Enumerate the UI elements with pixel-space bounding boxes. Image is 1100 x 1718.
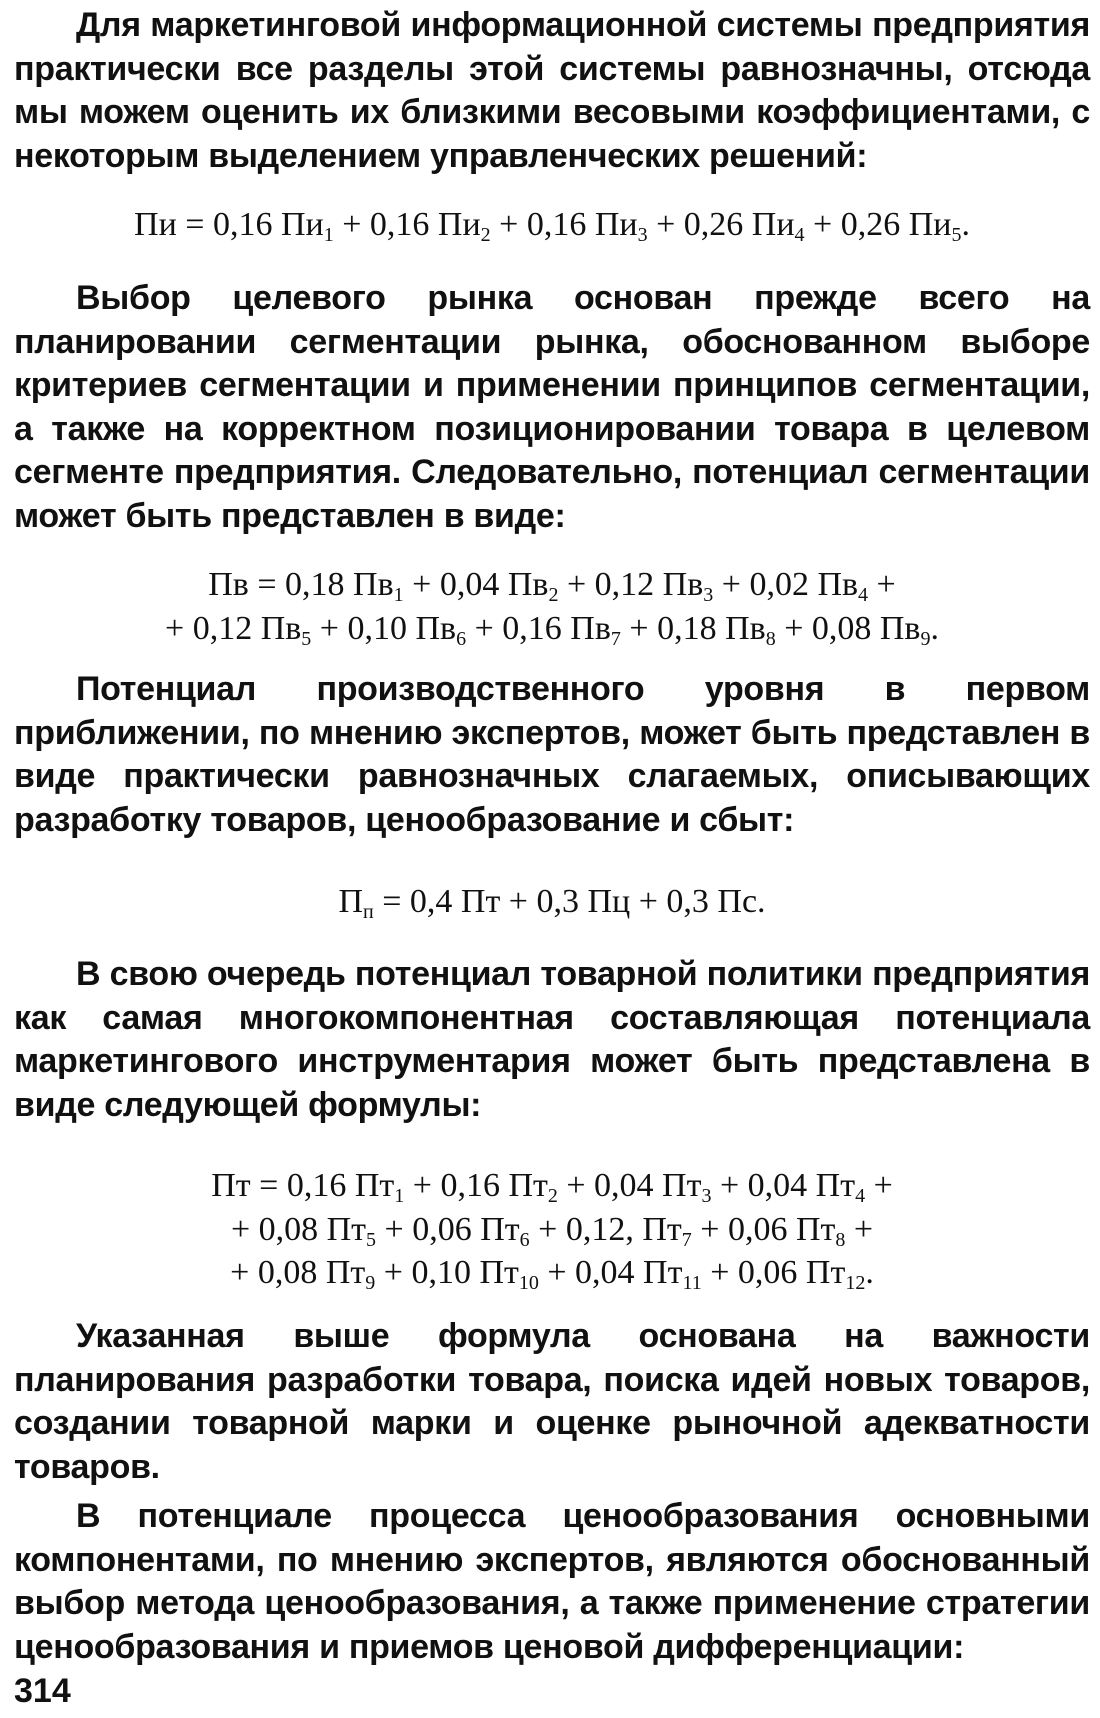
formula-coefficient: 0,12, <box>565 1210 634 1248</box>
formula-coefficient: 0,04 <box>747 1167 808 1204</box>
formula-operator: + <box>165 609 193 647</box>
formula-coefficient: 0,16 <box>286 1167 347 1204</box>
formula-coefficient: 0,08 <box>257 1254 318 1291</box>
formula-term <box>813 206 970 246</box>
formula-operator: + <box>656 206 684 243</box>
formula-subscript: 6 <box>456 627 467 650</box>
formula-term <box>629 609 776 650</box>
formula-subscript: 7 <box>610 627 621 650</box>
formula-operator: + <box>412 1167 441 1204</box>
formula-equals: = <box>176 206 213 243</box>
formula-subscript: 8 <box>765 627 776 650</box>
formula-symbol: Пт <box>642 1210 682 1248</box>
formula-term <box>319 609 467 650</box>
formula-coefficient: 0,08 <box>811 609 872 647</box>
formula-term <box>165 609 312 650</box>
formula-term <box>499 206 648 246</box>
formula-subscript: 3 <box>701 1185 712 1207</box>
formula-rhs: 0,4 Пт + 0,3 Пц + 0,3 Пс. <box>409 883 766 920</box>
formula-subscript: 2 <box>547 1185 558 1207</box>
formula-operator: + <box>230 1210 259 1248</box>
formula-term <box>230 1254 376 1294</box>
formula-subscript: 1 <box>393 584 404 606</box>
formula-subscript: 2 <box>480 224 491 246</box>
formula-trailer: + <box>845 1210 874 1248</box>
formula-term <box>721 566 896 606</box>
formula-operator: + <box>721 566 750 603</box>
formula-term <box>285 566 404 606</box>
formula-term <box>383 1254 539 1294</box>
formula-operator: + <box>412 566 440 603</box>
formula-symbol: Пв <box>507 566 549 603</box>
formula-symbol: Пт <box>815 1167 856 1204</box>
formula-symbol: Пи <box>437 206 481 243</box>
formula-operator: + <box>784 609 812 647</box>
formula-symbol: Пт <box>326 1210 367 1248</box>
formula-coefficient: 0,26 <box>840 206 901 243</box>
formula-symbol: Пв <box>662 566 704 603</box>
formula-equals: = <box>250 1167 287 1204</box>
formula-symbol: Пт <box>508 1167 548 1204</box>
formula-coefficient: 0,16 <box>526 206 587 243</box>
formula-operator: + <box>700 1210 728 1248</box>
formula-operator: + <box>710 1254 738 1291</box>
formula-pt <box>14 1164 1090 1295</box>
formula-operator: + <box>342 206 370 243</box>
formula-symbol: Пи <box>751 206 795 243</box>
formula-operator: + <box>538 1210 566 1248</box>
formula-coefficient: 0,06 <box>412 1210 472 1248</box>
paragraph-formula-basis: Указанная выше формула основана на важности планирования разработки товара, поиска идей новых товаров, создании товарной марки и оценке рыночной адекватности товаров. <box>14 1317 1090 1486</box>
formula-coefficient: 0,04 <box>439 566 500 603</box>
paragraph-marketing-info-system: Для маркетинговой информационной системы предприятия практически все разделы этой системы равнозначны, отсюда мы можем оценить их близкими весовыми коэффициентами, с некоторым выделением управленческих решений: <box>14 6 1090 175</box>
formula-subscript: 5 <box>366 1228 377 1251</box>
formula-trailer: + <box>865 1167 893 1204</box>
formula-subscript: 4 <box>855 1185 866 1207</box>
formula-term <box>566 1167 712 1207</box>
formula-term <box>474 609 621 650</box>
formula-pp <box>14 880 1090 924</box>
formula-lhs: Пт <box>211 1167 251 1204</box>
formula-lhs: Пв <box>208 566 249 603</box>
formula-operator: + <box>566 566 595 603</box>
formula-coefficient: 0,08 <box>258 1210 319 1248</box>
formula-coefficient: 0,06 <box>727 1210 788 1248</box>
formula-term <box>566 566 714 606</box>
formula-coefficient: 0,04 <box>594 1167 654 1204</box>
formula-coefficient: 0,06 <box>737 1254 798 1291</box>
formula-coefficient: 0,10 <box>347 609 407 647</box>
formula-line <box>14 1208 1090 1252</box>
formula-symbol: Пи <box>594 206 638 243</box>
formula-subscript: 9 <box>920 627 931 650</box>
formula-subscript: 3 <box>703 584 714 606</box>
formula-symbol: Пи <box>908 206 952 243</box>
formula-operator: + <box>319 609 348 647</box>
formula-term <box>538 1210 692 1251</box>
formula-equals: = <box>248 566 286 603</box>
formula-symbol: Пт <box>795 1210 836 1248</box>
formula-subscript: 2 <box>548 584 559 606</box>
formula-subscript: 4 <box>858 584 869 606</box>
formula-subscript: 7 <box>681 1228 692 1251</box>
formula-coefficient: 0,10 <box>411 1254 471 1291</box>
formula-symbol: Пв <box>260 609 302 647</box>
formula-line <box>14 1251 1090 1295</box>
formula-subscript: 4 <box>794 224 805 246</box>
formula-coefficient: 0,02 <box>749 566 809 603</box>
formula-operator: + <box>547 1254 576 1291</box>
formula-symbol: Пт <box>480 1210 520 1248</box>
formula-term <box>342 206 491 246</box>
formula-subscript: 11 <box>682 1272 702 1294</box>
formula-operator: + <box>230 1254 258 1291</box>
formula-symbol: Пв <box>415 609 457 647</box>
formula-subscript: 6 <box>519 1228 530 1251</box>
formula-lhs: П <box>338 883 363 920</box>
formula-term <box>230 1210 377 1251</box>
formula-pi <box>14 203 1090 247</box>
formula-pv <box>14 563 1090 650</box>
formula-coefficient: 0,16 <box>212 206 273 243</box>
formula-trailer: . <box>865 1254 874 1291</box>
formula-term <box>412 1167 558 1207</box>
formula-term <box>784 609 939 650</box>
formula-term <box>656 206 805 246</box>
paragraph-production-level: Потенциал производственного уровня в первом приближении, по мнению экспертов, может быть представлен в виде практически равнозначных слагаемых, описывающих разработку товаров, ценообразование и сбыт: <box>14 670 1090 839</box>
formula-lhs: Пи <box>134 206 177 243</box>
formula-subscript: п <box>363 901 374 923</box>
formula-term <box>286 1167 405 1207</box>
formula-operator: + <box>383 1254 412 1291</box>
formula-term <box>700 1210 874 1251</box>
formula-subscript: 10 <box>518 1272 539 1294</box>
formula-trailer: . <box>930 609 939 647</box>
formula-subscript: 1 <box>323 224 334 246</box>
formula-term <box>212 206 334 246</box>
formula-line <box>14 203 1090 247</box>
formula-coefficient: 0,04 <box>575 1254 635 1291</box>
formula-coefficient: 0,16 <box>369 206 430 243</box>
formula-symbol: Пв <box>570 609 611 647</box>
formula-symbol: Пт <box>662 1167 702 1204</box>
formula-equals: = <box>373 883 410 920</box>
formula-trailer: . <box>961 206 970 243</box>
formula-trailer: + <box>868 566 896 603</box>
formula-symbol: Пи <box>280 206 324 243</box>
page-number: 314 <box>14 1672 71 1710</box>
formula-operator: + <box>499 206 527 243</box>
formula-subscript: 1 <box>394 1185 405 1207</box>
formula-symbol: Пв <box>817 566 859 603</box>
formula-line <box>14 1164 1090 1208</box>
formula-term <box>710 1254 874 1294</box>
formula-subscript: 12 <box>845 1272 866 1294</box>
formula-subscript: 5 <box>951 224 962 246</box>
formula-operator: + <box>719 1167 748 1204</box>
formula-symbol: Пв <box>353 566 394 603</box>
formula-symbol: Пт <box>643 1254 683 1291</box>
formula-coefficient: 0,16 <box>502 609 562 647</box>
formula-subscript: 3 <box>637 224 648 246</box>
book-page <box>14 0 1090 1718</box>
formula-term <box>412 566 559 606</box>
formula-operator: + <box>629 609 658 647</box>
formula-coefficient: 0,12 <box>594 566 655 603</box>
formula-coefficient: 0,12 <box>192 609 253 647</box>
formula-coefficient: 0,18 <box>285 566 345 603</box>
formula-symbol: Пв <box>725 609 766 647</box>
formula-subscript: 8 <box>835 1228 846 1251</box>
formula-operator: + <box>474 609 503 647</box>
formula-subscript: 9 <box>365 1272 376 1294</box>
formula-term <box>719 1167 893 1207</box>
formula-symbol: Пв <box>879 609 921 647</box>
paragraph-product-policy: В свою очередь потенциал товарной политики предприятия как самая многокомпонентная составляющая потенциала маркетингового инструментария может быть представлена в виде следующей формулы: <box>14 955 1090 1124</box>
formula-line <box>14 880 1090 924</box>
formula-term <box>384 1210 530 1251</box>
paragraph-pricing-process: В потенциале процесса ценообразования основными компонентами, по мнению экспертов, являются обоснованный выбор метода ценообразования, а также применение стратегии ценообразования и приемов ценовой дифференциации: <box>14 1497 1090 1666</box>
formula-coefficient: 0,18 <box>657 609 717 647</box>
formula-coefficient: 0,26 <box>683 206 744 243</box>
formula-line <box>14 563 1090 607</box>
formula-term <box>547 1254 702 1294</box>
formula-symbol: Пт <box>479 1254 519 1291</box>
formula-symbol: Пт <box>354 1167 395 1204</box>
formula-operator: + <box>813 206 841 243</box>
formula-line <box>14 607 1090 651</box>
paragraph-target-market: Выбор целевого рынка основан прежде всего на планировании сегментации рынка, обоснованном выборе критериев сегментации и применении принципов сегментации, а также на корректном позиционировании товара в целевом сегменте предприятия. Следовательно, потенциал сегментации может быть представлен в виде: <box>14 279 1090 535</box>
formula-subscript: 5 <box>301 627 312 650</box>
formula-symbol: Пт <box>805 1254 846 1291</box>
formula-operator: + <box>566 1167 595 1204</box>
formula-coefficient: 0,16 <box>440 1167 500 1204</box>
formula-symbol: Пт <box>325 1254 366 1291</box>
formula-operator: + <box>384 1210 413 1248</box>
